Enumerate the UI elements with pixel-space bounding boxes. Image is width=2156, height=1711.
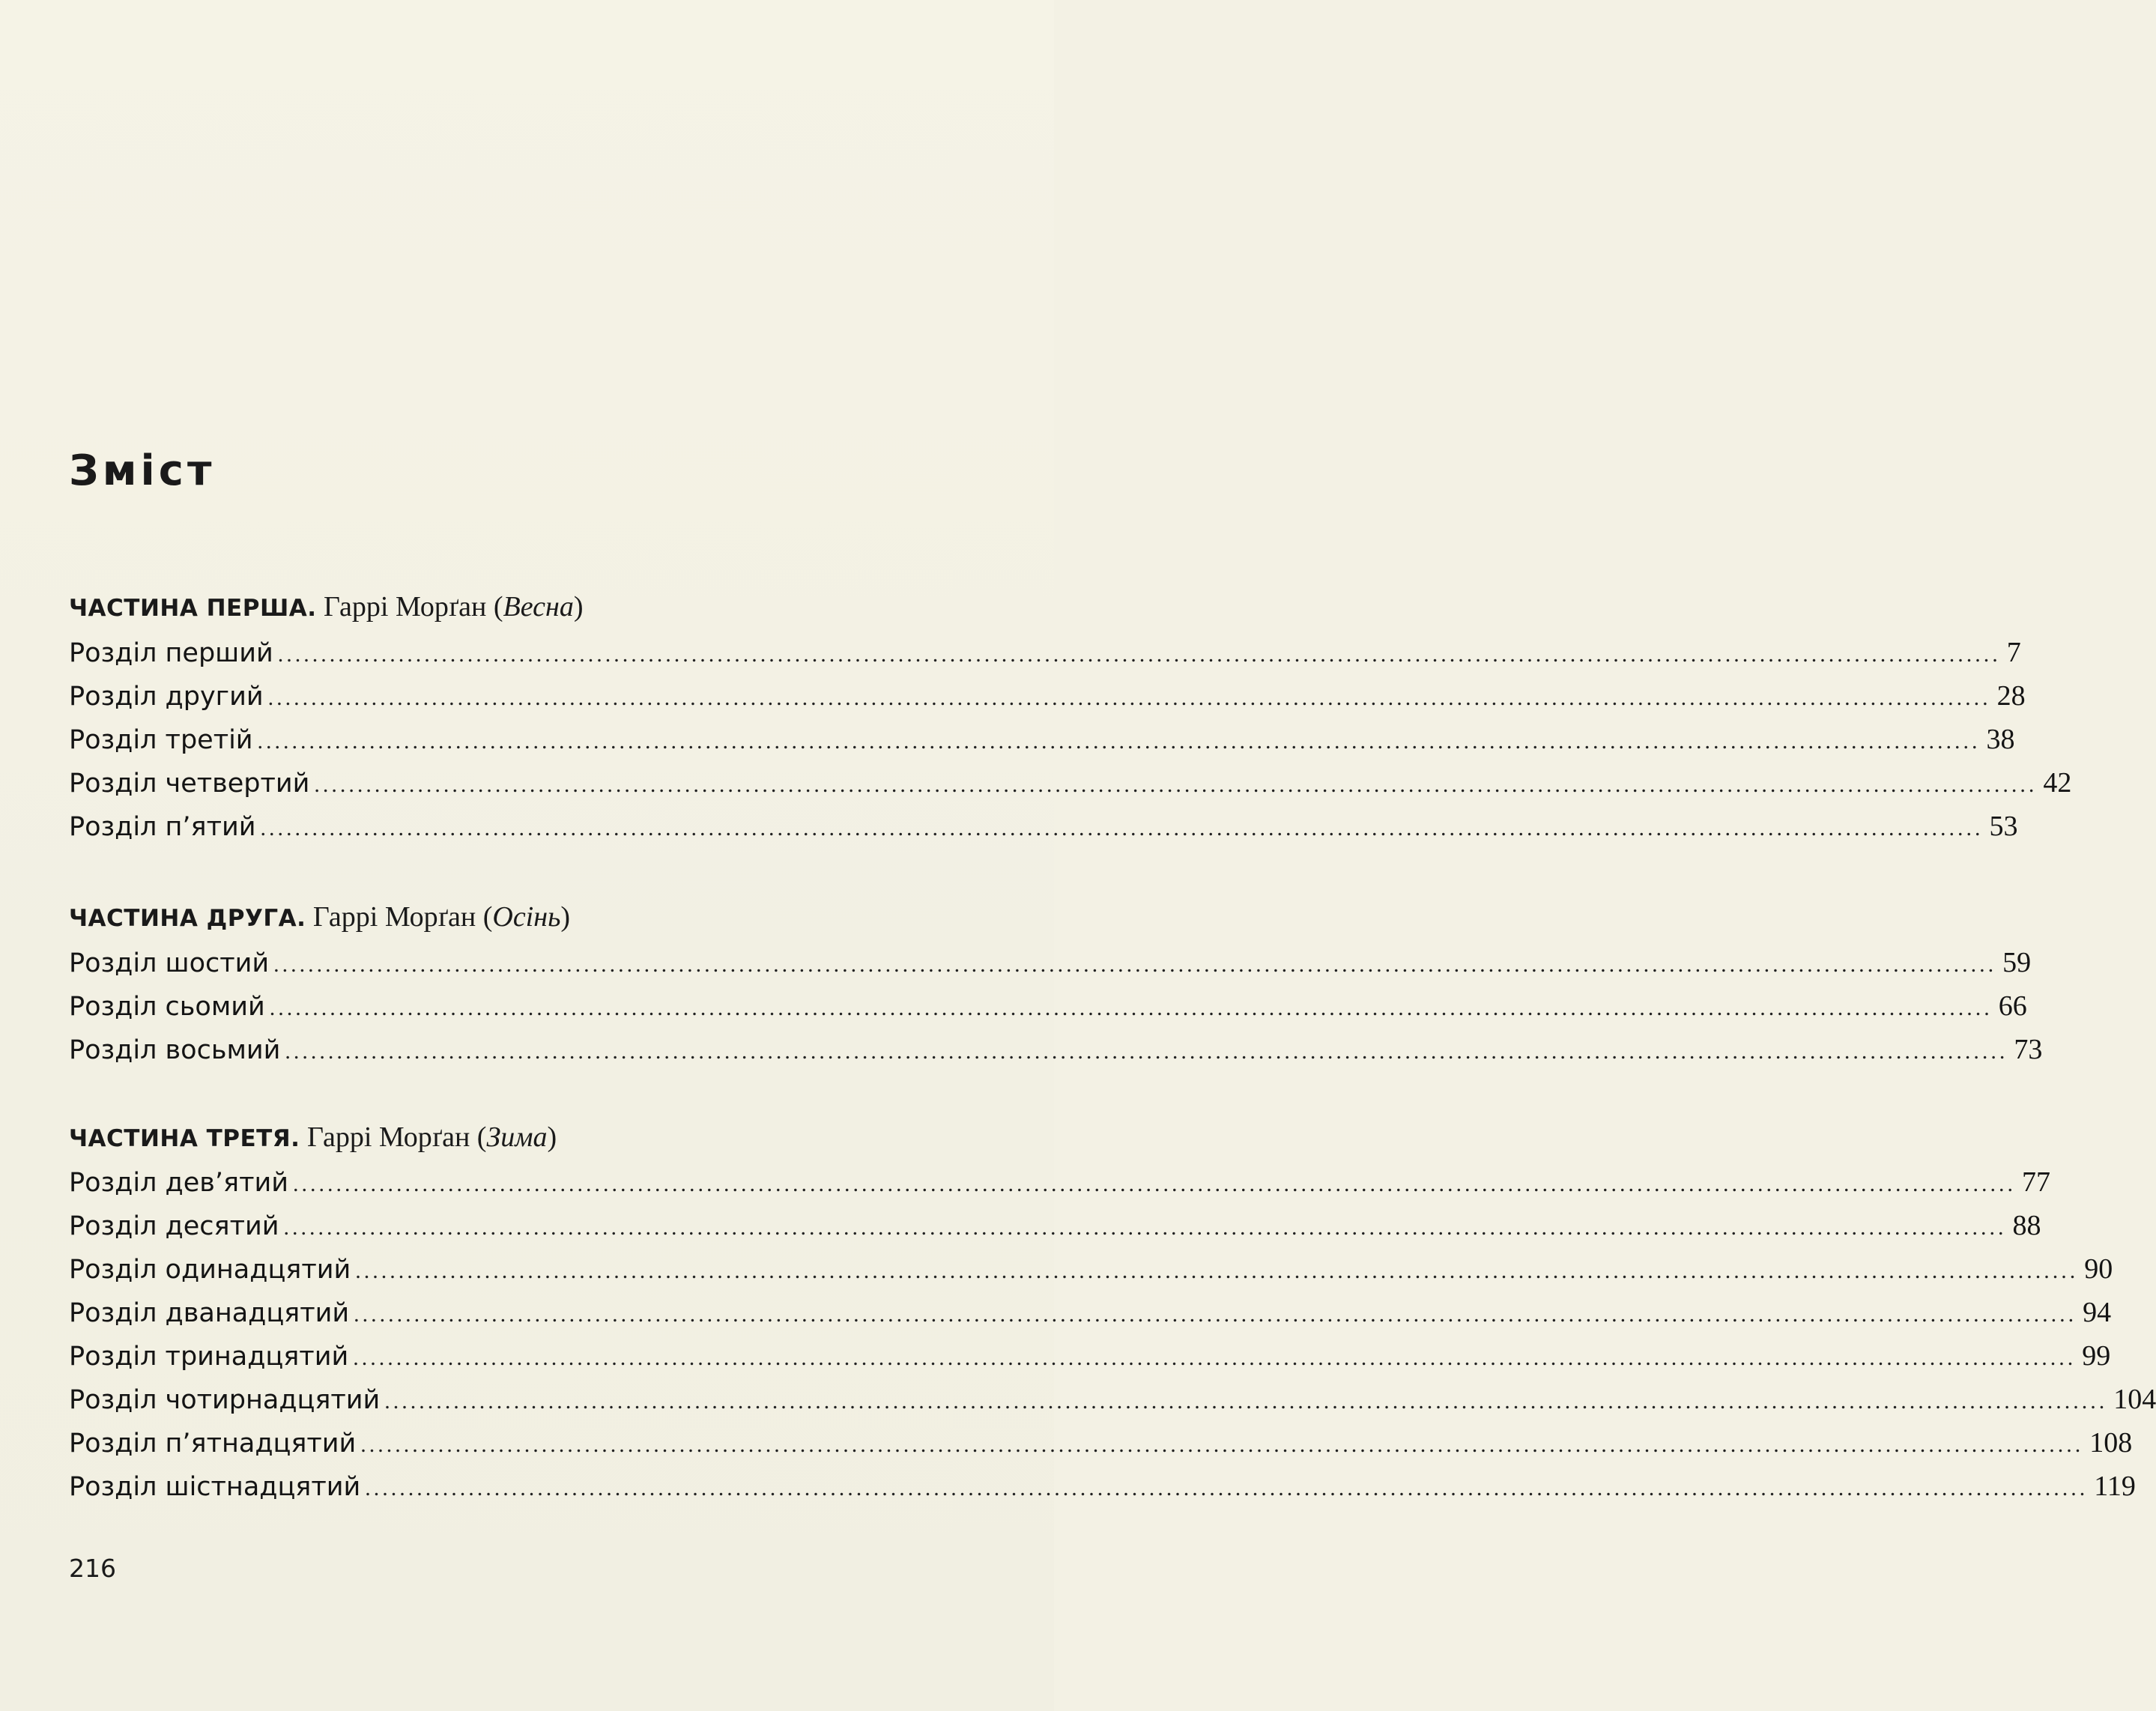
dot-leader: ........................................................................................................................................................................................................ <box>353 1345 2077 1370</box>
toc-entry[interactable] <box>69 1163 2050 1203</box>
dot-leader: ........................................................................................................................................................................................................ <box>354 1302 2077 1327</box>
chapter-page: 119 <box>2094 1471 2136 1502</box>
toc-entry[interactable] <box>69 1381 2156 1420</box>
page-number: 216 <box>69 1554 116 1583</box>
page-title: Зміст <box>69 446 216 495</box>
chapter-title: Розділ третій <box>69 725 253 755</box>
chapter-title: Розділ шістнадцятий <box>69 1472 361 1502</box>
chapter-title: Розділ п’ятнадцятий <box>69 1429 357 1459</box>
dot-leader: ........................................................................................................................................................................................................ <box>273 952 1997 977</box>
chapter-page: 38 <box>1986 724 2015 755</box>
chapter-title: Розділ сьомий <box>69 992 265 1022</box>
part-author: Гаррі Морґан <box>306 1121 470 1153</box>
toc-entry[interactable] <box>69 1468 2136 1507</box>
chapter-title: Розділ шостий <box>69 948 270 978</box>
chapter-title: Розділ тринадцятий <box>69 1342 349 1372</box>
part-heading-1 <box>69 589 998 626</box>
chapter-title: Розділ десятий <box>69 1211 279 1241</box>
dot-leader: ........................................................................................................................................................................................................ <box>269 996 1993 1020</box>
dot-leader: ........................................................................................................................................................................................................ <box>285 1039 2008 1064</box>
chapter-title: Розділ п’ятий <box>69 812 256 842</box>
part-season-open: ( <box>482 901 493 933</box>
chapter-title: Розділ четвертий <box>69 769 310 799</box>
part-season-close: ) <box>560 901 571 933</box>
toc-entry[interactable] <box>69 1337 2111 1377</box>
chapter-title: Розділ чотирнадцятий <box>69 1385 381 1415</box>
part-season-open: ( <box>476 1121 487 1153</box>
chapter-page: 88 <box>2012 1210 2041 1241</box>
dot-leader: ........................................................................................................................................................................................................ <box>260 816 1984 841</box>
chapter-title: Розділ перший <box>69 638 273 668</box>
chapter-page: 42 <box>2043 767 2072 799</box>
part-label: ЧАСТИНА ТРЕТЯ. <box>69 1125 300 1152</box>
dot-leader: ........................................................................................................................................................................................................ <box>365 1476 2089 1500</box>
part-season-open: ( <box>493 591 503 623</box>
toc-entry[interactable] <box>69 1207 2041 1247</box>
chapter-page: 59 <box>2002 947 2032 978</box>
chapter-page: 104 <box>2113 1384 2156 1415</box>
part-season: Осінь <box>492 901 561 933</box>
dot-leader: ........................................................................................................................................................................................................ <box>283 1215 2007 1240</box>
toc-entry[interactable] <box>69 634 2021 673</box>
chapter-title: Розділ дванадцятий <box>69 1298 350 1328</box>
part-season: Зима <box>486 1121 548 1153</box>
chapter-title: Розділ дев’ятий <box>69 1168 288 1198</box>
toc-entry[interactable] <box>69 808 2018 847</box>
toc-entry[interactable] <box>69 1294 2112 1333</box>
dot-leader: ........................................................................................................................................................................................................ <box>384 1389 2108 1414</box>
chapter-title: Розділ восьмий <box>69 1035 281 1065</box>
dot-leader: ........................................................................................................................................................................................................ <box>292 1172 2016 1196</box>
toc-entry[interactable] <box>69 987 2027 1027</box>
part-heading-3 <box>69 1119 998 1157</box>
toc-entry[interactable] <box>69 677 2026 717</box>
part-label: ЧАСТИНА ДРУГА. <box>69 905 306 932</box>
chapter-page: 94 <box>2083 1297 2112 1328</box>
part-heading-2 <box>69 899 998 936</box>
chapter-page: 77 <box>2021 1166 2050 1198</box>
dot-leader: ........................................................................................................................................................................................................ <box>360 1432 2084 1457</box>
dot-leader: ........................................................................................................................................................................................................ <box>355 1259 2079 1283</box>
chapter-page: 73 <box>2014 1034 2043 1065</box>
part-season-close: ) <box>547 1121 557 1153</box>
chapter-page: 90 <box>2084 1253 2113 1285</box>
chapter-page: 7 <box>2006 637 2021 668</box>
part-label: ЧАСТИНА ПЕРША. <box>69 595 317 622</box>
toc-entry[interactable] <box>69 1031 2043 1070</box>
dot-leader: ........................................................................................................................................................................................................ <box>257 729 1981 754</box>
chapter-title: Розділ другий <box>69 682 264 712</box>
part-author: Гаррі Морґан <box>324 591 487 623</box>
dot-leader: ........................................................................................................................................................................................................ <box>277 642 2001 667</box>
chapter-page: 28 <box>1996 680 2026 712</box>
toc-entry[interactable] <box>69 1424 2133 1464</box>
dot-leader: ........................................................................................................................................................................................................ <box>314 772 2038 797</box>
chapter-title: Розділ одинадцятий <box>69 1255 351 1285</box>
toc-entry[interactable] <box>69 764 2072 804</box>
chapter-page: 53 <box>1989 811 2018 842</box>
part-author: Гаррі Морґан <box>312 901 476 933</box>
part-season: Весна <box>503 591 574 623</box>
toc-entry[interactable] <box>69 1250 2113 1290</box>
toc-entry[interactable] <box>69 944 2032 984</box>
chapter-page: 108 <box>2089 1427 2133 1459</box>
chapter-page: 99 <box>2082 1340 2111 1372</box>
part-season-close: ) <box>573 591 584 623</box>
chapter-page: 66 <box>1998 990 2027 1022</box>
toc-entry[interactable] <box>69 721 2015 760</box>
dot-leader: ........................................................................................................................................................................................................ <box>267 685 1991 710</box>
